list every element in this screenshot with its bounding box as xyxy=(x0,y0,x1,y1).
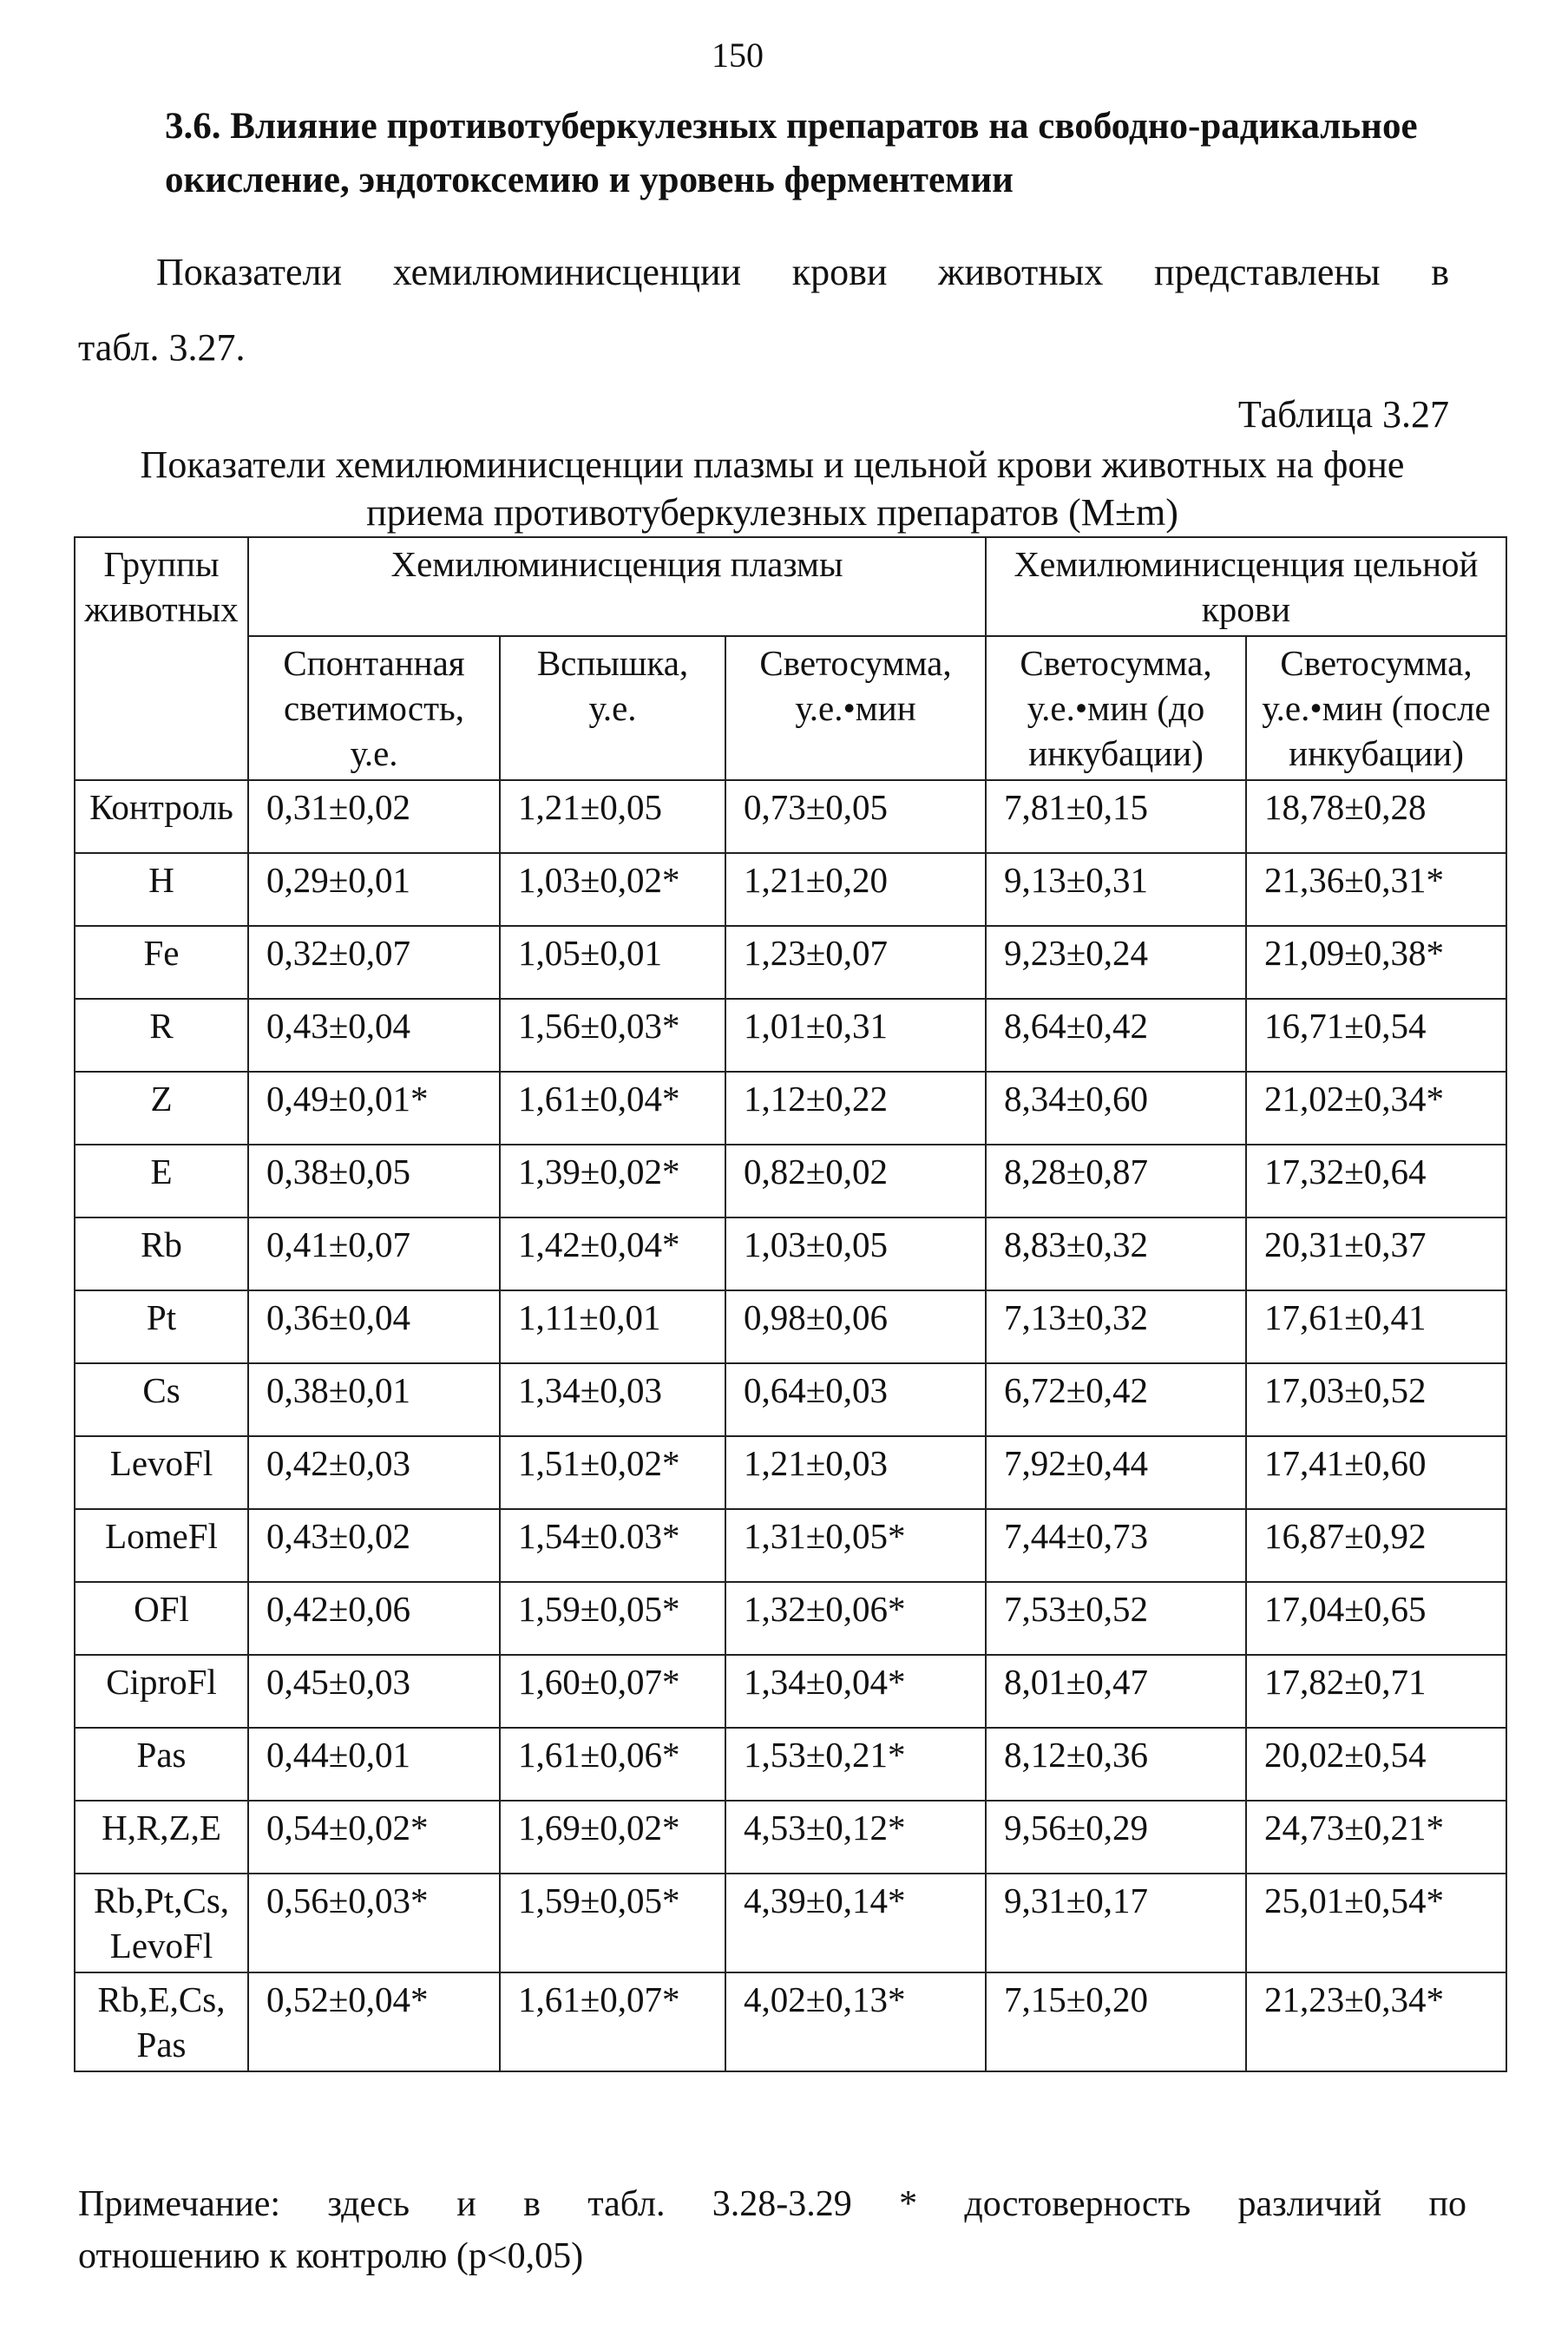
value-cell: 0,43±0,02 xyxy=(248,1509,500,1582)
value-cell: 1,59±0,05* xyxy=(500,1874,725,1972)
value-cell: 7,13±0,32 xyxy=(986,1290,1246,1363)
value-cell: 8,12±0,36 xyxy=(986,1728,1246,1801)
value-cell: 16,87±0,92 xyxy=(1246,1509,1506,1582)
value-cell: 4,02±0,13* xyxy=(725,1972,986,2071)
value-cell: 0,54±0,02* xyxy=(248,1801,500,1874)
value-cell: 0,82±0,02 xyxy=(725,1145,986,1217)
row-group-cell: Контроль xyxy=(75,780,248,853)
value-cell: 17,61±0,41 xyxy=(1246,1290,1506,1363)
value-cell: 1,54±0.03* xyxy=(500,1509,725,1582)
value-cell: 17,03±0,52 xyxy=(1246,1363,1506,1436)
value-cell: 1,51±0,02* xyxy=(500,1436,725,1509)
value-cell: 0,43±0,04 xyxy=(248,999,500,1072)
value-cell: 0,49±0,01* xyxy=(248,1072,500,1145)
value-cell: 21,09±0,38* xyxy=(1246,926,1506,999)
value-cell: 1,23±0,07 xyxy=(725,926,986,999)
value-cell: 7,81±0,15 xyxy=(986,780,1246,853)
value-cell: 1,32±0,06* xyxy=(725,1582,986,1655)
value-cell: 0,52±0,04* xyxy=(248,1972,500,2071)
row-group-cell: LevoFl xyxy=(75,1436,248,1509)
column-header: Спонтанная светимость, у.е. xyxy=(248,636,500,780)
value-cell: 1,21±0,20 xyxy=(725,853,986,926)
value-cell: 16,71±0,54 xyxy=(1246,999,1506,1072)
value-cell: 17,32±0,64 xyxy=(1246,1145,1506,1217)
value-cell: 1,39±0,02* xyxy=(500,1145,725,1217)
table-row xyxy=(75,1874,1506,1972)
value-cell: 1,34±0,04* xyxy=(725,1655,986,1728)
row-group-cell: LomeFl xyxy=(75,1509,248,1582)
value-cell: 0,38±0,05 xyxy=(248,1145,500,1217)
column-header: Светосумма, у.е.•мин (после инкубации) xyxy=(1246,636,1506,780)
row-group-cell: Rb,E,Cs, Pas xyxy=(75,1972,248,2071)
value-cell: 0,32±0,07 xyxy=(248,926,500,999)
table-row xyxy=(75,1728,1506,1801)
note-line1: Примечание: здесь и в табл. 3.28-3.29 * достоверность различий по xyxy=(78,2184,1466,2224)
value-cell: 9,23±0,24 xyxy=(986,926,1246,999)
row-group-cell: R xyxy=(75,999,248,1072)
value-cell: 0,45±0,03 xyxy=(248,1655,500,1728)
table-row xyxy=(75,1145,1506,1217)
value-cell: 4,53±0,12* xyxy=(725,1801,986,1874)
value-cell: 0,73±0,05 xyxy=(725,780,986,853)
group-column-header: Группы животных xyxy=(75,537,248,780)
value-cell: 0,36±0,04 xyxy=(248,1290,500,1363)
table-row xyxy=(75,1972,1506,2071)
value-cell: 1,61±0,04* xyxy=(500,1072,725,1145)
page-number: 150 xyxy=(712,36,764,75)
value-cell: 1,56±0,03* xyxy=(500,999,725,1072)
table-row xyxy=(75,999,1506,1072)
value-cell: 9,31±0,17 xyxy=(986,1874,1246,1972)
value-cell: 21,02±0,34* xyxy=(1246,1072,1506,1145)
value-cell: 1,11±0,01 xyxy=(500,1290,725,1363)
section-heading: 3.6. Влияние противотуберкулезных препаратов на свободно-радикальное окисление, эндотоксемию и уровень ферментемии xyxy=(165,106,1418,200)
value-cell: 8,64±0,42 xyxy=(986,999,1246,1072)
table-subheader-row xyxy=(75,636,1506,780)
table-row xyxy=(75,1509,1506,1582)
value-cell: 7,53±0,52 xyxy=(986,1582,1246,1655)
value-cell: 1,61±0,06* xyxy=(500,1728,725,1801)
value-cell: 1,69±0,02* xyxy=(500,1801,725,1874)
value-cell: 7,92±0,44 xyxy=(986,1436,1246,1509)
table-row xyxy=(75,1655,1506,1728)
blood-header: Хемилюминисценция цельной крови xyxy=(986,537,1506,636)
column-header: Светосумма, у.е.•мин xyxy=(725,636,986,780)
value-cell: 20,02±0,54 xyxy=(1246,1728,1506,1801)
row-group-cell: Rb xyxy=(75,1217,248,1290)
value-cell: 0,31±0,02 xyxy=(248,780,500,853)
value-cell: 0,42±0,03 xyxy=(248,1436,500,1509)
table-row xyxy=(75,926,1506,999)
row-group-cell: Z xyxy=(75,1072,248,1145)
value-cell: 1,61±0,07* xyxy=(500,1972,725,2071)
table-caption: Показатели хемилюминисценции плазмы и цельной крови животных на фоне приема противотуберкулезных препаратов (M±m) xyxy=(140,443,1405,534)
value-cell: 0,44±0,01 xyxy=(248,1728,500,1801)
table-row xyxy=(75,1436,1506,1509)
table-number: Таблица 3.27 xyxy=(1237,393,1449,436)
value-cell: 17,04±0,65 xyxy=(1246,1582,1506,1655)
value-cell: 25,01±0,54* xyxy=(1246,1874,1506,1972)
value-cell: 18,78±0,28 xyxy=(1246,780,1506,853)
row-group-cell: CiproFl xyxy=(75,1655,248,1728)
value-cell: 17,41±0,60 xyxy=(1246,1436,1506,1509)
table-note xyxy=(78,2178,1466,2282)
value-cell: 21,36±0,31* xyxy=(1246,853,1506,926)
row-group-cell: Rb,Pt,Cs, LevoFl xyxy=(75,1874,248,1972)
value-cell: 0,41±0,07 xyxy=(248,1217,500,1290)
value-cell: 0,98±0,06 xyxy=(725,1290,986,1363)
value-cell: 8,01±0,47 xyxy=(986,1655,1246,1728)
row-group-cell: Fe xyxy=(75,926,248,999)
value-cell: 9,56±0,29 xyxy=(986,1801,1246,1874)
value-cell: 8,34±0,60 xyxy=(986,1072,1246,1145)
table-row xyxy=(75,853,1506,926)
row-group-cell: H xyxy=(75,853,248,926)
value-cell: 1,21±0,03 xyxy=(725,1436,986,1509)
value-cell: 4,39±0,14* xyxy=(725,1874,986,1972)
table-row xyxy=(75,1801,1506,1874)
row-group-cell: OFl xyxy=(75,1582,248,1655)
row-group-cell: Cs xyxy=(75,1363,248,1436)
column-header: Светосумма, у.е.•мин (до инкубации) xyxy=(986,636,1246,780)
intro-paragraph-line1: Показатели хемилюминисценции крови животных представлены в xyxy=(156,251,1449,293)
table-row xyxy=(75,1363,1506,1436)
value-cell: 1,53±0,21* xyxy=(725,1728,986,1801)
value-cell: 7,15±0,20 xyxy=(986,1972,1246,2071)
value-cell: 0,64±0,03 xyxy=(725,1363,986,1436)
row-group-cell: Pas xyxy=(75,1728,248,1801)
table-row xyxy=(75,780,1506,853)
row-group-cell: E xyxy=(75,1145,248,1217)
value-cell: 8,83±0,32 xyxy=(986,1217,1246,1290)
value-cell: 1,03±0,05 xyxy=(725,1217,986,1290)
table-body xyxy=(75,780,1506,2071)
value-cell: 1,01±0,31 xyxy=(725,999,986,1072)
table-row xyxy=(75,1582,1506,1655)
value-cell: 1,60±0,07* xyxy=(500,1655,725,1728)
value-cell: 0,56±0,03* xyxy=(248,1874,500,1972)
data-table xyxy=(74,536,1507,2072)
value-cell: 1,12±0,22 xyxy=(725,1072,986,1145)
intro-paragraph-line2: табл. 3.27. xyxy=(78,326,246,369)
row-group-cell: Pt xyxy=(75,1290,248,1363)
column-header: Вспышка, у.е. xyxy=(500,636,725,780)
value-cell: 1,31±0,05* xyxy=(725,1509,986,1582)
table-row xyxy=(75,1290,1506,1363)
value-cell: 0,38±0,01 xyxy=(248,1363,500,1436)
value-cell: 1,03±0,02* xyxy=(500,853,725,926)
value-cell: 1,59±0,05* xyxy=(500,1582,725,1655)
note-line2: отношению к контролю (p<0,05) xyxy=(78,2236,584,2276)
table-header-row xyxy=(75,537,1506,636)
value-cell: 1,34±0,03 xyxy=(500,1363,725,1436)
value-cell: 0,29±0,01 xyxy=(248,853,500,926)
row-group-cell: H,R,Z,E xyxy=(75,1801,248,1874)
value-cell: 1,05±0,01 xyxy=(500,926,725,999)
value-cell: 17,82±0,71 xyxy=(1246,1655,1506,1728)
value-cell: 1,42±0,04* xyxy=(500,1217,725,1290)
table-row xyxy=(75,1217,1506,1290)
table-row xyxy=(75,1072,1506,1145)
value-cell: 0,42±0,06 xyxy=(248,1582,500,1655)
value-cell: 8,28±0,87 xyxy=(986,1145,1246,1217)
value-cell: 20,31±0,37 xyxy=(1246,1217,1506,1290)
plasma-header: Хемилюминисценция плазмы xyxy=(248,537,986,636)
value-cell: 1,21±0,05 xyxy=(500,780,725,853)
value-cell: 21,23±0,34* xyxy=(1246,1972,1506,2071)
value-cell: 6,72±0,42 xyxy=(986,1363,1246,1436)
value-cell: 24,73±0,21* xyxy=(1246,1801,1506,1874)
value-cell: 9,13±0,31 xyxy=(986,853,1246,926)
value-cell: 7,44±0,73 xyxy=(986,1509,1246,1582)
